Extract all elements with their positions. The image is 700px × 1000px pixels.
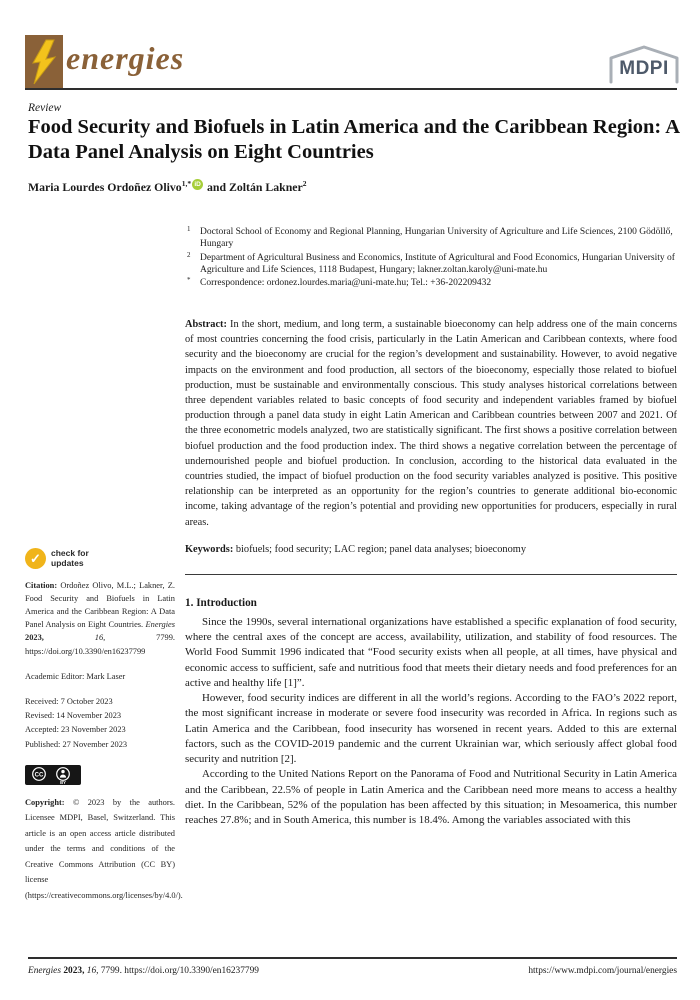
journal-name: energies: [66, 40, 185, 76]
abstract: [185, 317, 677, 530]
affiliation-marker: 1: [187, 225, 191, 233]
affiliation-item: [187, 252, 679, 277]
author-1-affil-marker: 1,*: [181, 179, 192, 188]
copyright-text: © 2023 by the authors. Licensee MDPI, Basel, Switzerland. This article is an open access article distributed under the terms and conditions of the Creative Commons Attribution (CC BY) license (https://creativecommons.org/licenses/by/4.0/).: [25, 797, 183, 900]
article-meta-sidebar: [25, 548, 183, 904]
footer-divider: [28, 957, 677, 959]
citation-journal: Energies: [145, 620, 176, 630]
by-label: BY: [60, 779, 66, 785]
check-for-updates-badge[interactable]: [25, 548, 175, 569]
citation-year: 2023,: [25, 633, 44, 643]
footer-volume: 16,: [86, 966, 99, 976]
affiliations-list: [187, 226, 679, 291]
intro-paragraph-2: However, food security indices are different in all the world’s regions. According to the FAO’s 2022 report, the most significant increase in moderate or severe food insecurity was recorded in Africa. In regions such as Latin America and the Caribbean, food insecurity has worsened in recent years. Added to this are external factors, such as the COVID-2019 pandemic and the current Ukrainian war, which seriously affect global food security and nutrition [2].: [185, 692, 677, 766]
revised-date: Revised: 14 November 2023: [25, 711, 122, 721]
affiliation-item: [187, 226, 679, 251]
affiliation-item: [187, 277, 679, 289]
author-1-name: Maria Lourdes Ordoñez Olivo: [28, 179, 182, 194]
correspondence-text: Correspondence: ordonez.lourdes.maria@uni-mate.hu; Tel.: +36-202209432: [200, 278, 492, 289]
published-date: Published: 27 November 2023: [25, 739, 128, 749]
article-type-label: Review: [28, 102, 62, 114]
footer-year: 2023,: [63, 966, 85, 976]
keywords: [185, 543, 677, 558]
main-column: [185, 317, 677, 955]
footer-journal: Energies: [28, 966, 61, 976]
citation-text: Ordoñez Olivo, M.L.; Lakner, Z. Food Security and Biofuels in Latin America and the Caribbean Region: A Data Panel Analysis on Eight Countries.: [25, 581, 176, 630]
affiliation-marker: *: [187, 276, 191, 285]
footer-citation: [28, 966, 259, 976]
section-divider: [185, 574, 677, 575]
history-dates: [25, 695, 175, 751]
check-updates-icon: ✓: [25, 548, 46, 569]
footer-doi-link[interactable]: 7799. https://doi.org/10.3390/en16237799: [100, 966, 259, 976]
citation-volume: 16,: [94, 633, 106, 643]
citation-doi-link[interactable]: 7799. https://doi.org/10.3390/en16237799: [25, 633, 175, 656]
copyright-label: Copyright:: [25, 797, 65, 807]
affiliation-text: Doctoral School of Economy and Regional Planning, Hungarian University of Agriculture and Life Sciences, 2100 Gödöllő, Hungary: [200, 227, 673, 250]
orcid-icon[interactable]: iD: [192, 179, 203, 190]
energies-logo-icon: [25, 35, 63, 88]
lightning-bolt-icon: [29, 39, 59, 85]
cc-label: CC: [34, 772, 44, 779]
mdpi-label: MDPI: [619, 58, 669, 79]
header-divider: [25, 88, 677, 90]
abstract-label: Abstract:: [185, 319, 227, 330]
mdpi-logo-icon[interactable]: [604, 42, 684, 91]
copyright-block: [25, 795, 183, 904]
section-heading-introduction: 1. Introduction: [185, 596, 257, 609]
received-date: Received: 7 October 2023: [25, 697, 113, 707]
citation-label: Citation:: [25, 581, 58, 590]
footer-journal-url[interactable]: https://www.mdpi.com/journal/energies: [528, 966, 677, 976]
affiliation-marker: 2: [187, 250, 191, 259]
check-updates-label: check for updates: [51, 548, 89, 568]
intro-paragraph-1: Since the 1990s, several international organizations have established a specific explanation of food security, where the central axes of the concept are access, availability, utilization, and stability of food resources. The World Food Summit 1996 indicated that “Food security exists when all people, at all times, have physical and economic access to sufficient, safe and nutritious food that meets their dietary needs and food preferences for an active and healthy life [1]”.: [185, 615, 677, 689]
authors-and-label: and: [207, 179, 227, 194]
abstract-text: In the short, medium, and long term, a sustainable bioeconomy can help address one of the main concerns of most countries concerning the food crisis, particularly in the Latin American and Caribbean contexts, where food security and the bioeconomy are crucial for the region’s development and sustainability. However, to avoid negative impacts on the environment and food production, all sectors of the bioeconomy, especially those related to biofuel production, must be sustainable and environmentally conscious. This study analyses historical correlations between three dependent variables related to basic concepts of food security and independent variables framed by biofuel production through a panel data study in eight Latin American and Caribbean countries between 2007 and 2021. Of the three econometric models analyzed, two are statistically significant. The first shows a positive correlation between biofuel production and the food production index. The third shows a negative correlation between the percentage of undernourished people and biofuel production. In conclusion, according to the historical data evaluated in the countries studied, the impact of biofuel production on the food security variables analyzed is positive. This positive relationship can be interpreted as an opportunity for the region’s countries to generate additional bio-economic income, taking advantage of the region’s potential and providing new opportunities for producers, especially in rural areas.: [185, 319, 677, 528]
accepted-date: Accepted: 23 November 2023: [25, 725, 126, 735]
keywords-text: biofuels; food security; LAC region; panel data analyses; bioeconomy: [235, 543, 526, 555]
page-title: Food Security and Biofuels in Latin America and the Caribbean Region: A Data Panel Analysis on Eight Countries: [28, 116, 679, 164]
author-2-affil-marker: 2: [302, 179, 307, 188]
academic-editor-line: Academic Editor: Mark Laser: [25, 671, 126, 681]
page-footer: [28, 966, 677, 976]
keywords-label: Keywords:: [185, 543, 234, 555]
cc-by-license-icon[interactable]: [25, 765, 175, 787]
authors-line: [28, 179, 307, 195]
affiliation-text: Department of Agricultural Business and Economics, Institute of Agricultural and Food Economics, Hungarian University of Agriculture and Life Sciences, 1118 Budapest, Hungary; lakner.zoltan.karoly@uni-mate.hu: [200, 252, 675, 276]
intro-paragraph-3: According to the United Nations Report on the Panorama of Food and Nutritional Security in Latin America and the Caribbean, 22.5% of people in Latin America and the Caribbean need more means to access a healthy diet. In the Caribbean, 52% of the population has been affected by this situation; in Mesoamerica, this number reaches 27.8%; and in South America, this number is 18.4%. Among the variables associated with this: [185, 768, 677, 827]
citation-block: [25, 579, 175, 658]
author-2-name: Zoltán Lakner: [229, 179, 303, 194]
